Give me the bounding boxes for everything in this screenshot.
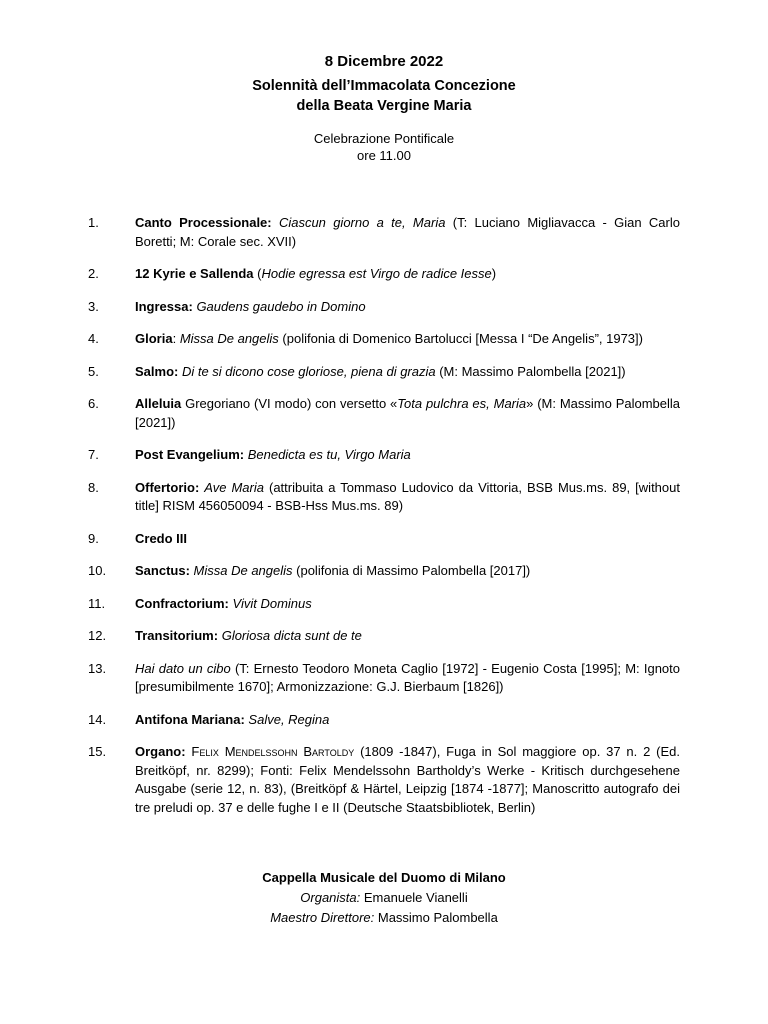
- program-item-text: [135, 363, 680, 382]
- program-item-segment: Canto Processionale:: [135, 215, 272, 230]
- celebration-time: ore 11.00: [357, 148, 411, 163]
- program-item-segment: Salve, Regina: [248, 711, 330, 727]
- program-item-segment: (polifonia di Massimo Palombella [2017]): [292, 563, 531, 578]
- program-item-number: 11.: [88, 595, 106, 611]
- program-item-segment: (: [253, 266, 262, 281]
- program-item-segment: (T: Luciano Migliavacca - Gian Carlo Boretti; M: Corale sec. XVII): [135, 215, 680, 249]
- program-item-segment: » (M: Massimo Palombella [2021]): [135, 396, 681, 430]
- organist-line: [0, 888, 768, 908]
- program-item-segment: Post Evangelium:: [135, 447, 245, 462]
- event-title: [0, 76, 768, 116]
- program-item-segment: Sanctus:: [135, 563, 190, 578]
- program-list: [88, 214, 680, 831]
- program-item: [88, 446, 680, 465]
- program-item-segment: 12 Kyrie e Sallenda: [135, 266, 254, 281]
- document-footer: [0, 868, 768, 928]
- program-item-number: 4.: [88, 331, 99, 346]
- program-item-segment: Felix Mendelssohn Bartoldy: [191, 744, 355, 759]
- program-item-text: [135, 330, 680, 349]
- program-item-segment: Confractorium:: [135, 595, 229, 611]
- program-item-segment: :: [172, 331, 180, 346]
- program-item-segment: Vivit Dominus: [232, 595, 312, 611]
- program-item-number: 5.: [88, 363, 99, 379]
- program-item-segment: ): [491, 266, 497, 281]
- organist-name: Emanuele Vianelli: [360, 890, 468, 905]
- director-line: [0, 908, 768, 928]
- program-item-segment: Di te si dicono cose gloriose, piena di grazia: [181, 363, 436, 379]
- program-item-text: [135, 214, 680, 251]
- program-item: [88, 265, 680, 284]
- program-item: [88, 711, 680, 730]
- program-item-text: [135, 595, 680, 614]
- program-item-text: [135, 395, 680, 432]
- program-item: [88, 562, 680, 581]
- program-item: [88, 395, 680, 432]
- program-item-number: 1.: [88, 215, 99, 230]
- program-item-number: 2.: [88, 266, 99, 281]
- program-item: [88, 298, 680, 317]
- program-item-text: [135, 711, 680, 730]
- program-item-segment: Gregoriano (VI modo) con versetto «: [181, 396, 398, 411]
- program-item-text: [135, 627, 680, 646]
- program-item: [88, 363, 680, 382]
- program-item-segment: (1809 -1847), Fuga in Sol maggiore op. 37 n. 2 (Ed. Breitköpf, nr. 8299); Fonti: Felix Mendelssohn Bartholdy’s Werke - Kritisch durchgesehene Ausgabe (serie 12, n. 83), (Breitköpf & Härtel, Leipzig [1874 -1877]; Manoscritto autografo dei tre preludi op. 37 e delle fughe I e II (Deutsche Staatsbibliotek, Berlin): [135, 744, 681, 815]
- program-item-number: 7.: [88, 447, 99, 462]
- program-item-segment: [272, 215, 279, 230]
- celebration-info: [0, 130, 768, 164]
- program-item-number: 14.: [88, 711, 107, 727]
- document-header: [0, 52, 768, 164]
- program-item-text: [135, 562, 680, 581]
- program-item-text: [135, 660, 680, 697]
- program-item-segment: Alleluia: [135, 396, 182, 411]
- organist-label: Organista:: [300, 890, 361, 905]
- program-item-segment: (polifonia di Domenico Bartolucci [Messa I “De Angelis”, 1973]): [278, 331, 643, 346]
- program-item-number: 3.: [88, 298, 99, 314]
- event-date: 8 Dicembre 2022: [324, 53, 444, 70]
- program-item-text: [135, 530, 680, 549]
- event-title-line-1: Solennità dell’Immacolata Concezione: [252, 78, 516, 94]
- program-item-text: [135, 298, 680, 317]
- program-item: [88, 743, 680, 817]
- program-item: [88, 479, 680, 516]
- director-label: Maestro Direttore:: [270, 910, 375, 925]
- program-item-segment: Tota pulchra es, Maria: [397, 396, 527, 411]
- program-item-segment: Transitorium:: [135, 628, 219, 643]
- program-item: [88, 595, 680, 614]
- program-item-segment: Ave Maria: [204, 479, 264, 495]
- program-item-text: [135, 446, 680, 465]
- program-item-segment: Missa De angelis: [193, 563, 293, 578]
- program-item-number: 10.: [88, 563, 107, 578]
- program-item-segment: Salmo:: [135, 363, 179, 379]
- event-title-line-2: della Beata Vergine Maria: [296, 98, 472, 114]
- program-item-segment: Hai dato un cibo: [135, 660, 231, 676]
- program-item-segment: Benedicta es tu, Virgo Maria: [247, 447, 411, 462]
- program-item: [88, 660, 680, 697]
- program-item-segment: Gloriosa dicta sunt de te: [221, 628, 362, 643]
- program-item-number: 15.: [88, 744, 107, 759]
- program-item-number: 6.: [88, 396, 99, 411]
- program-item-segment: Organo:: [135, 744, 186, 759]
- celebration-type: Celebrazione Pontificale: [313, 131, 455, 146]
- program-item-number: 12.: [88, 628, 107, 643]
- program-item-number: 8.: [88, 479, 99, 495]
- program-item-segment: Offertorio:: [135, 479, 200, 495]
- program-item-segment: Antifona Mariana:: [135, 711, 245, 727]
- program-item-segment: Gloria: [135, 331, 173, 346]
- program-item-segment: Missa De angelis: [179, 331, 279, 346]
- program-item-segment: (attribuita a Tommaso Ludovico da Vittoria, BSB Mus.ms. 89, [without title] RISM 456050094 - BSB-Hss Mus.ms. 89): [135, 479, 680, 513]
- program-item-text: [135, 479, 680, 516]
- program-item-segment: Hodie egressa est Virgo de radice Iesse: [261, 266, 492, 281]
- director-name: Massimo Palombella: [374, 910, 498, 925]
- program-item-text: [135, 743, 680, 817]
- program-item-segment: Ciascun giorno a te, Maria: [278, 215, 446, 230]
- program-item: [88, 627, 680, 646]
- program-item-segment: Gaudens gaudebo in Domino: [196, 298, 366, 314]
- program-item-segment: (M: Massimo Palombella [2021]): [435, 363, 626, 379]
- choir-name: Cappella Musicale del Duomo di Milano: [262, 870, 506, 885]
- program-item-number: 9.: [88, 530, 99, 546]
- program-item: [88, 530, 680, 549]
- program-item: [88, 214, 680, 251]
- program-item-text: [135, 265, 680, 284]
- program-item-number: 13.: [88, 660, 107, 676]
- program-item-segment: (T: Ernesto Teodoro Moneta Caglio [1972] - Eugenio Costa [1995]; M: Ignoto [presumibilmente 1670]; Armonizzazione: G.J. Bierbaum [1826]): [135, 660, 681, 694]
- program-item: [88, 330, 680, 349]
- program-item-segment: Ingressa:: [135, 298, 193, 314]
- program-item-segment: Credo III: [135, 530, 188, 546]
